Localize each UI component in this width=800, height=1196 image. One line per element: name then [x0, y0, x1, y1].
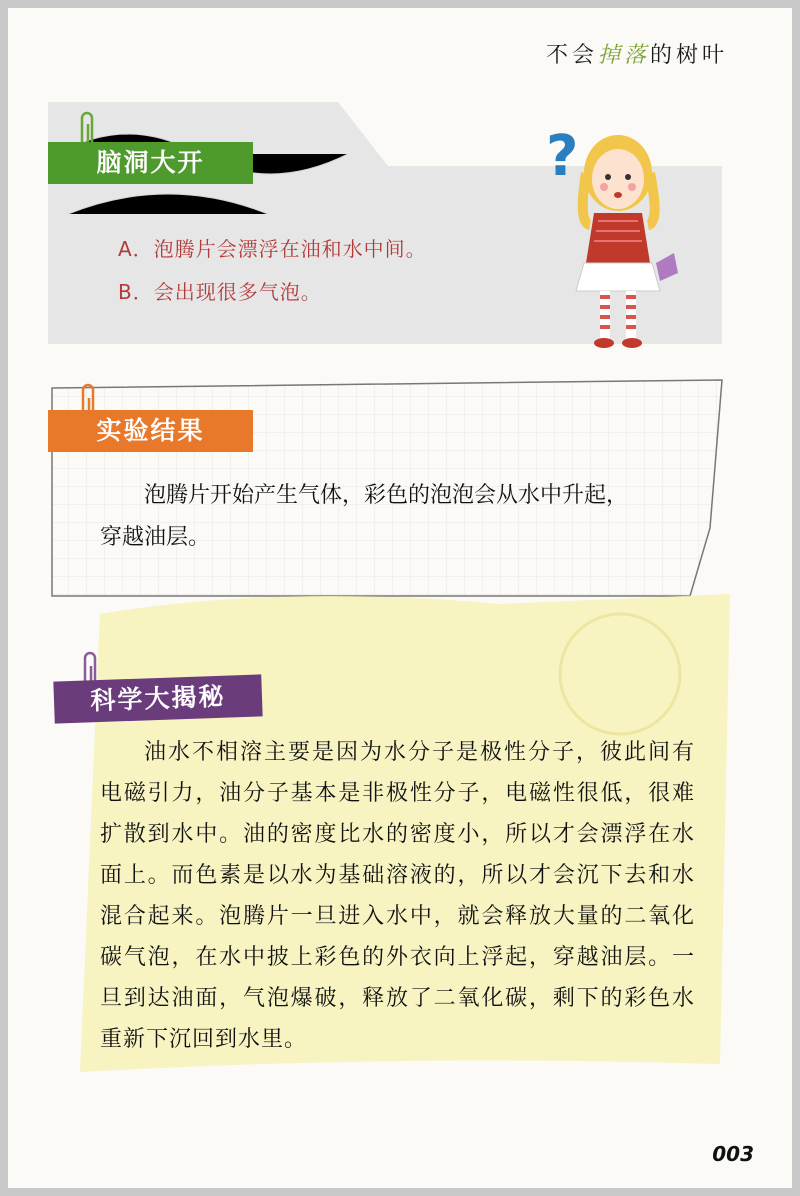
- result-text-line1: 泡腾片开始产生气体，彩色的泡泡会从水中升起，: [144, 483, 629, 508]
- page-number: 003: [712, 1142, 754, 1166]
- result-text-line2: 穿越油层。: [100, 525, 211, 550]
- running-head: [546, 38, 728, 69]
- brainstorm-tag: 脑洞大开: [48, 142, 253, 184]
- running-head-suffix: 的树叶: [649, 43, 728, 68]
- question-mark-icon: ?: [546, 124, 579, 189]
- option-a: A．泡腾片会漂浮在油和水中间。: [118, 237, 427, 261]
- book-page: [8, 8, 792, 1188]
- girl-illustration: [538, 113, 698, 353]
- option-b: B．会出现很多气泡。: [118, 280, 322, 304]
- result-tag: 实验结果: [48, 410, 253, 452]
- science-explanation: 油水不相溶主要是因为水分子是极性分子，彼此间有电磁引力，油分子基本是非极性分子，电磁性很低，很难扩散到水中。油的密度比水的密度小，所以才会漂浮在水面上。而色素是以水为基础溶液的，所以才会沉下去和水混合起来。泡腾片一旦进入水中，就会释放大量的二氧化碳气泡，在水中披上彩色的外衣向上浮起，穿越油层。一旦到达油面，气泡爆破，释放了二氧化碳，剩下的彩色水重新下沉回到水里。: [100, 740, 695, 1052]
- running-head-highlight: 掉落: [597, 43, 650, 68]
- running-head-prefix: 不会: [545, 43, 598, 68]
- science-tag: 科学大揭秘: [53, 674, 262, 723]
